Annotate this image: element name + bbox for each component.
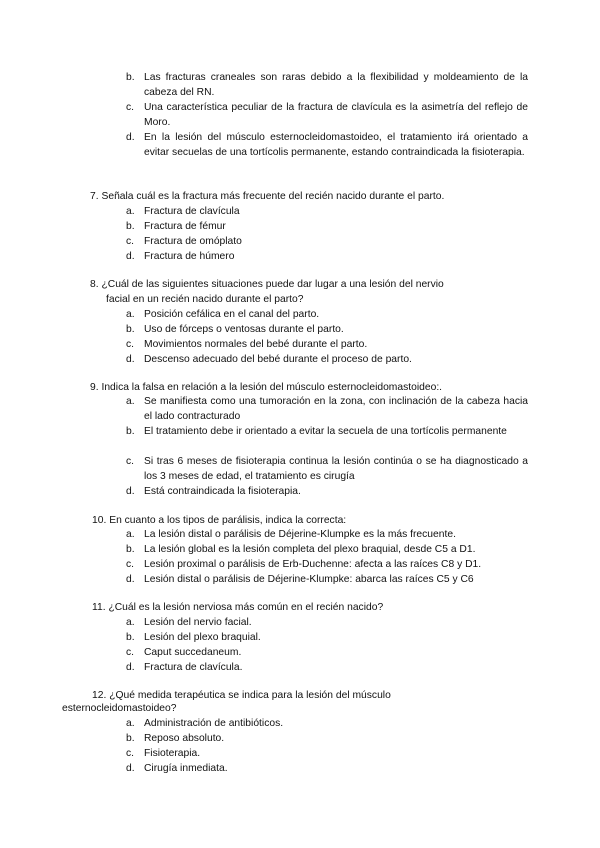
q10-option-a: [126, 527, 528, 542]
option-letter: a.: [126, 309, 135, 320]
option-text: Fractura de clavícula: [144, 206, 240, 217]
option-letter: c.: [126, 748, 135, 759]
question-number: 12.: [92, 690, 107, 701]
question-text-line2: facial en un recién nacido durante el parto?: [106, 294, 304, 305]
option-letter: d.: [126, 132, 135, 143]
question-8: [90, 277, 444, 292]
q12-option-a: [126, 716, 528, 731]
option-text: Movimientos normales del bebé durante el parto.: [144, 339, 368, 350]
option-letter: b.: [126, 221, 135, 232]
question-number: 7.: [90, 191, 99, 202]
option-text: Descenso adecuado del bebé durante el proceso de parto.: [144, 354, 412, 365]
q12-option-b: [126, 731, 528, 746]
option-text: El tratamiento debe ir orientado a evitar la secuela de una tortícolis permanente: [144, 426, 507, 437]
continuation-option-d: [126, 130, 528, 160]
q8-option-c: [126, 337, 528, 352]
option-letter: b.: [126, 324, 135, 335]
q9-option-d: [126, 484, 528, 499]
q10-option-d: [126, 572, 528, 587]
q7-option-b: [126, 219, 528, 234]
option-text: Está contraindicada la fisioterapia.: [144, 486, 301, 497]
option-text: Fractura de húmero: [144, 251, 235, 262]
option-text: Lesión del nervio facial.: [144, 617, 252, 628]
option-text: Si tras 6 meses de fisioterapia continua la lesión continúa o se ha diagnosticado a los 3 meses de edad, el tratamiento es cirugía: [144, 456, 528, 482]
option-letter: c.: [126, 339, 135, 350]
option-letter: d.: [126, 574, 135, 585]
option-text: Lesión distal o parálisis de Déjerine-Klumpke: abarca las raíces C5 y C6: [144, 574, 474, 585]
option-text: La lesión distal o parálisis de Déjerine-Klumpke es la más frecuente.: [144, 529, 456, 540]
question-number: 8.: [90, 279, 99, 290]
option-letter: a.: [126, 529, 135, 540]
option-letter: b.: [126, 544, 135, 555]
question-number: 11.: [92, 602, 106, 613]
option-text: Posición cefálica en el canal del parto.: [144, 309, 320, 320]
question-12-continued: [62, 701, 176, 716]
q8-option-d: [126, 352, 528, 367]
q11-option-d: [126, 660, 528, 675]
option-letter: b.: [126, 426, 135, 437]
option-text: Fractura de clavícula.: [144, 662, 243, 673]
question-11: [92, 600, 383, 615]
option-letter: a.: [126, 396, 135, 407]
q8-option-a: [126, 307, 528, 322]
q12-option-d: [126, 761, 528, 776]
option-text: Lesión proximal o parálisis de Erb-Duchenne: afecta a las raíces C8 y D1.: [144, 559, 482, 570]
option-letter: c.: [126, 236, 135, 247]
option-letter: b.: [126, 632, 135, 643]
question-text-line1: ¿Qué medida terapéutica se indica para la lesión del músculo: [109, 690, 391, 701]
option-text: La lesión global es la lesión completa del plexo braquial, desde C5 a D1.: [144, 544, 476, 555]
question-number: 9.: [90, 382, 99, 393]
option-letter: c.: [126, 559, 135, 570]
question-number: 10.: [92, 515, 107, 526]
option-letter: d.: [126, 251, 135, 262]
question-text: ¿Cuál es la lesión nerviosa más común en el recién nacido?: [108, 602, 384, 613]
q9-option-c: [126, 454, 528, 484]
option-text: En la lesión del músculo esternocleidomastoideo, el tratamiento irá orientado a evitar secuelas de una tortícolis permanente, estando contraindicada la fisioterapia.: [144, 132, 528, 158]
question-9: [90, 380, 442, 395]
question-text: En cuanto a los tipos de parálisis, indica la correcta:: [109, 515, 347, 526]
q11-option-b: [126, 630, 528, 645]
option-text: Caput succedaneum.: [144, 647, 242, 658]
option-letter: a.: [126, 718, 135, 729]
q9-option-b: [126, 424, 528, 439]
option-text: Fractura de omóplato: [144, 236, 242, 247]
option-letter: a.: [126, 206, 135, 217]
q11-option-c: [126, 645, 528, 660]
question-7: [90, 189, 444, 204]
continuation-option-c: [126, 100, 528, 130]
question-text: Indica la falsa en relación a la lesión del músculo esternocleidomastoideo:.: [101, 382, 443, 393]
question-text-line2: esternocleidomastoideo?: [62, 703, 177, 714]
q10-option-b: [126, 542, 528, 557]
question-text: Señala cuál es la fractura más frecuente del recién nacido durante el parto.: [101, 191, 445, 202]
option-text: Administración de antibióticos.: [144, 718, 284, 729]
option-text: Las fracturas craneales son raras debido a la flexibilidad y moldeamiento de la cabeza del RN.: [144, 72, 528, 98]
q10-option-c: [126, 557, 528, 572]
option-letter: d.: [126, 486, 135, 497]
option-text: Fractura de fémur: [144, 221, 226, 232]
option-letter: d.: [126, 763, 135, 774]
option-text: Reposo absoluto.: [144, 733, 225, 744]
question-8-continued: [106, 292, 304, 307]
option-letter: c.: [126, 102, 135, 113]
q12-option-c: [126, 746, 528, 761]
option-letter: c.: [126, 456, 135, 467]
q11-option-a: [126, 615, 528, 630]
question-10: [92, 513, 346, 528]
option-text: Se manifiesta como una tumoración en la zona, con inclinación de la cabeza hacia el lado contracturado: [144, 396, 528, 422]
option-letter: a.: [126, 617, 135, 628]
option-letter: b.: [126, 72, 135, 83]
option-text: Una característica peculiar de la fractura de clavícula es la asimetría del reflejo de Moro.: [144, 102, 528, 128]
option-letter: d.: [126, 662, 135, 673]
q7-option-a: [126, 204, 528, 219]
continuation-option-b: [126, 70, 528, 100]
q8-option-b: [126, 322, 528, 337]
option-text: Lesión del plexo braquial.: [144, 632, 261, 643]
option-text: Cirugía inmediata.: [144, 763, 228, 774]
option-text: Uso de fórceps o ventosas durante el parto.: [144, 324, 344, 335]
option-letter: d.: [126, 354, 135, 365]
q9-option-a: [126, 394, 528, 424]
q7-option-d: [126, 249, 528, 264]
option-letter: b.: [126, 733, 135, 744]
option-letter: c.: [126, 647, 135, 658]
question-text-line1: ¿Cuál de las siguientes situaciones puede dar lugar a una lesión del nervio: [101, 279, 444, 290]
q7-option-c: [126, 234, 528, 249]
option-text: Fisioterapia.: [144, 748, 201, 759]
